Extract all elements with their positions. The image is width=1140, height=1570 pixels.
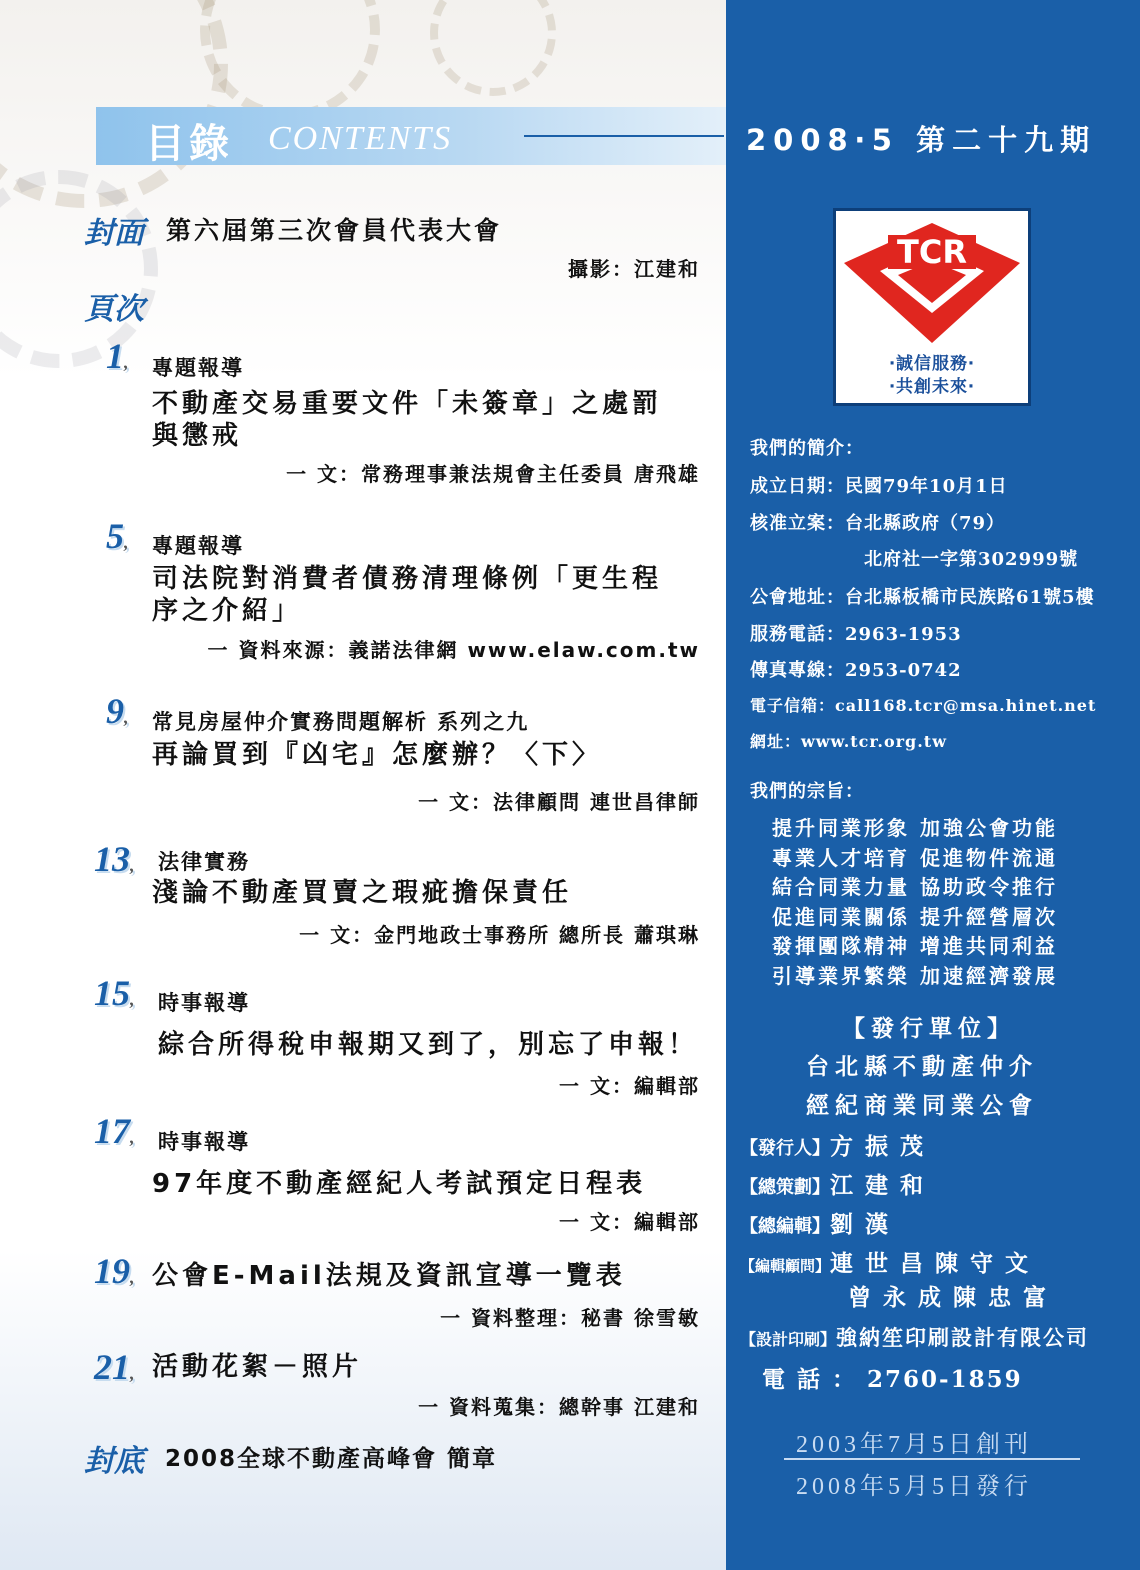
logo-slogan: ‧誠信服務‧ bbox=[889, 354, 975, 374]
article-credit: 一 資料來源：義諾法律網 www.elaw.com.tw bbox=[207, 638, 700, 662]
staff-names: 強納笙印刷設計有限公司 bbox=[836, 1325, 1090, 1350]
staff-advisors-cont: 曾 永 成 陳 忠 富 bbox=[848, 1284, 1049, 1311]
pages-label: 頁次 bbox=[84, 292, 144, 327]
intro-founded: 成立日期：民國79年10月1日 bbox=[750, 476, 1008, 497]
cover-credit: 攝影：江建和 bbox=[568, 257, 700, 281]
page-title: 目錄 bbox=[145, 120, 233, 167]
intro-email[interactable]: 電子信箱：call168.tcr@msa.hinet.net bbox=[750, 696, 1097, 715]
aim-line: 引導業界繁榮 加速經濟發展 bbox=[772, 964, 1058, 988]
footer-divider bbox=[784, 1458, 1080, 1460]
page-number: 17 , bbox=[94, 1110, 135, 1152]
staff-advisors bbox=[740, 1245, 1030, 1278]
article-title[interactable]: 不動產交易重要文件「未簽章」之處罰 bbox=[152, 389, 663, 419]
article-category: 時事報導 bbox=[158, 1130, 250, 1154]
staff-names: 方 振 茂 bbox=[830, 1133, 926, 1160]
intro-heading: 我們的簡介： bbox=[750, 438, 864, 459]
article-category: 專題報導 bbox=[152, 356, 244, 380]
staff-role: 【總編輯】 bbox=[740, 1216, 830, 1237]
article-title[interactable]: 司法院對消費者債務清理條例「更生程 bbox=[152, 564, 663, 594]
article-category: 法律實務 bbox=[158, 850, 250, 874]
tcr-logo bbox=[833, 208, 1031, 406]
issue-number: 2008‧5 第二十九期 bbox=[746, 123, 1097, 157]
staff-role: 【發行人】 bbox=[740, 1138, 830, 1159]
article-title[interactable]: 活動花絮－照片 bbox=[152, 1352, 363, 1382]
cover-label: 封面 bbox=[84, 216, 144, 251]
publisher-name-cont: 經紀商業同業公會 bbox=[806, 1092, 1038, 1119]
aim-line: 專業人才培育 促進物件流通 bbox=[772, 846, 1058, 870]
page-number: 21 , bbox=[94, 1346, 135, 1388]
article-title[interactable]: 淺論不動產買賣之瑕疵擔保責任 bbox=[152, 878, 573, 908]
article-title[interactable]: 97年度不動產經紀人考試預定日程表 bbox=[152, 1169, 647, 1199]
staff-names: 江 建 和 bbox=[830, 1172, 926, 1199]
page-number: 13 , bbox=[94, 838, 135, 880]
article-title[interactable]: 再論買到『凶宅』怎麼辦？〈下〉 bbox=[152, 740, 603, 770]
aim-line: 發揮團隊精神 增進共同利益 bbox=[772, 934, 1058, 958]
page-number: 5 , bbox=[106, 515, 129, 557]
aims-heading: 我們的宗旨： bbox=[750, 781, 864, 802]
publisher-heading: 【發行單位】 bbox=[842, 1015, 1016, 1042]
back-cover-label: 封底 bbox=[84, 1444, 144, 1479]
staff-editor bbox=[740, 1206, 890, 1239]
staff-printer bbox=[740, 1322, 1089, 1352]
staff-names: 劉 漢 bbox=[830, 1211, 891, 1238]
clock-decoration bbox=[0, 170, 158, 368]
article-title[interactable]: 公會E-Mail法規及資訊宣導一覽表 bbox=[152, 1261, 626, 1291]
article-title[interactable]: 綜合所得稅申報期又到了，別忘了申報！ bbox=[158, 1030, 699, 1060]
article-category: 專題報導 bbox=[152, 534, 244, 558]
intro-address: 公會地址：台北縣板橋市民族路61號5樓 bbox=[750, 587, 1095, 608]
article-category: 常見房屋仲介實務問題解析 系列之九 bbox=[152, 710, 530, 734]
back-cover-title[interactable]: 2008全球不動產高峰會 簡章 bbox=[165, 1446, 498, 1472]
aim-line: 結合同業力量 協助政令推行 bbox=[772, 875, 1058, 899]
logo-slogan: ‧共創未來‧ bbox=[889, 377, 975, 397]
issue-date: 2008年5月5日發行 bbox=[796, 1474, 1032, 1500]
gear-decoration bbox=[430, 0, 556, 96]
article-credit: 一 資料蒐集：總幹事 江建和 bbox=[418, 1395, 700, 1419]
staff-names: 連 世 昌 陳 守 文 bbox=[830, 1250, 1031, 1277]
article-category: 時事報導 bbox=[158, 991, 250, 1015]
founded-date: 2003年7月5日創刊 bbox=[796, 1432, 1032, 1458]
page-number: 19 , bbox=[94, 1250, 135, 1292]
article-title-cont[interactable]: 與懲戒 bbox=[152, 421, 243, 451]
staff-role: 【總策劃】 bbox=[740, 1177, 830, 1198]
print-phone: 電 話 ： 2760-1859 bbox=[762, 1366, 1023, 1393]
aim-line: 提升同業形象 加強公會功能 bbox=[772, 816, 1058, 840]
intro-approval: 核准立案：台北縣政府（79） bbox=[750, 513, 1006, 534]
intro-approval-cont: 北府社一字第302999號 bbox=[864, 549, 1079, 570]
page-title-english: CONTENTS bbox=[268, 120, 453, 157]
article-credit: 一 文：編輯部 bbox=[559, 1210, 700, 1234]
article-credit: 一 文：金門地政士事務所 總所長 蕭琪琳 bbox=[299, 923, 700, 947]
page-number: 9 , bbox=[106, 690, 129, 732]
page-number: 15 , bbox=[94, 972, 135, 1014]
intro-website[interactable]: 網址：www.tcr.org.tw bbox=[750, 732, 947, 751]
article-credit: 一 文：法律顧問 連世昌律師 bbox=[418, 790, 700, 814]
logo-text: TCR bbox=[897, 233, 967, 271]
page-number: 1 , bbox=[106, 335, 129, 377]
title-divider bbox=[524, 135, 724, 137]
intro-phone: 服務電話：2963-1953 bbox=[750, 624, 962, 645]
publisher-name: 台北縣不動產仲介 bbox=[806, 1053, 1038, 1080]
staff-role: 【設計印刷】 bbox=[740, 1330, 837, 1349]
intro-fax: 傳真專線：2953-0742 bbox=[750, 660, 962, 681]
staff-role: 【編輯顧問】 bbox=[740, 1257, 831, 1275]
staff-planner bbox=[740, 1167, 925, 1200]
article-title-cont[interactable]: 序之介紹」 bbox=[152, 596, 303, 626]
article-credit: 一 文：常務理事兼法規會主任委員 唐飛雄 bbox=[286, 462, 700, 486]
gear-decoration bbox=[200, 0, 380, 120]
article-credit: 一 文：編輯部 bbox=[559, 1074, 700, 1098]
aim-line: 促進同業關係 提升經營層次 bbox=[772, 905, 1058, 929]
staff-publisher bbox=[740, 1128, 925, 1161]
cover-title: 第六屆第三次會員代表大會 bbox=[166, 216, 503, 245]
article-credit: 一 資料整理：秘書 徐雪敏 bbox=[440, 1306, 700, 1330]
